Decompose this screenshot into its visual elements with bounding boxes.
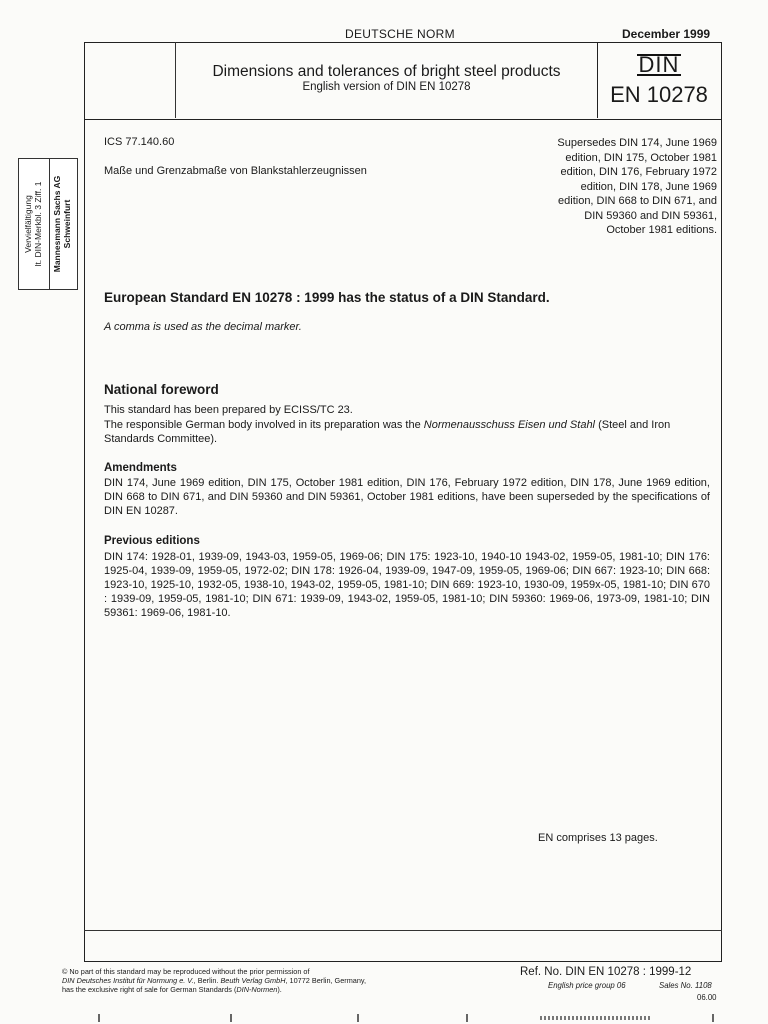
copyright-italic: DIN-Normen [236,985,278,994]
title-block-blank-cell [84,42,176,118]
reference-number: Ref. No. DIN EN 10278 : 1999-12 [520,966,692,978]
copyright-notice [62,967,462,994]
national-foreword-heading: National foreword [104,382,219,397]
foreword-text: (Steel and Iron Standards Committee). [104,419,671,445]
german-title: Maße und Grenzabmaße von Blankstahlerzeugnissen [104,165,367,177]
norm-label: DEUTSCHE NORM [345,27,455,41]
copyright-text: , Berlin. [193,976,221,985]
previous-editions-heading: Previous editions [104,535,200,547]
sales-number: Sales No. 1108 [659,981,712,990]
committee-name: Normenausschuss Eisen und Stahl [423,419,596,431]
din-logo-text: DIN [638,52,680,77]
status-heading: European Standard EN 10278 : 1999 has the status of a DIN Standard. [104,290,550,305]
standard-number: EN 10278 [610,82,708,107]
supersedes-line: October 1981 editions. [606,224,717,236]
din-logo [598,52,720,78]
title-cell [176,42,598,118]
page-count-note: EN comprises 13 pages. [538,832,658,844]
document-title: Dimensions and tolerances of bright steel products [212,63,561,80]
stamp-line: Vervielfältigung [23,195,33,253]
copyright-text: has the exclusive right of sale for German Standards ( [62,985,237,994]
stamp-line: Schweinfurt [62,199,72,249]
price-group: English price group 06 [548,981,626,990]
supersedes-line: edition, DIN 176, February 1972 [560,166,717,178]
supersedes-line: edition, DIN 175, October 1981 [565,151,717,164]
scan-artifact [466,1014,468,1022]
copyright-line: © No part of this standard may be reproduced without the prior permission of [62,967,310,976]
scan-artifact [712,1014,714,1022]
decimal-note: A comma is used as the decimal marker. [104,321,302,333]
title-block [84,42,722,120]
stamp-line: lt. DIN-Merkbl. 3 Ziff. 1 [33,181,43,267]
publisher-name: DIN Deutsches Institut für Normung e. V. [62,976,194,985]
copyright-text: ). [277,985,282,994]
scan-artifact [230,1014,232,1022]
standard-id-cell [598,42,720,118]
copyright-text: , 10772 Berlin, Germany, [285,976,367,985]
copyright-line [62,985,462,994]
amendments-text: DIN 174, June 1969 edition, DIN 175, October 1981 edition, DIN 176, February 1972 edition, DIN 178, June 1969 edition, DIN 668 to DIN 671, and DIN 59360 and DIN 59361, October 1981 editions, have been superseded by the specifications of DIN EN 10287. [104,477,710,517]
national-foreword-p1: This standard has been prepared by ECISS/TC 23. [104,404,353,416]
reproduction-stamp [18,158,78,290]
ics-code: ICS 77.140.60 [104,136,175,148]
previous-editions-text: DIN 174: 1928-01, 1939-09, 1943-03, 1959-05, 1969-06; DIN 175: 1923-10, 1940-10 1943-02, 1959-05, 1981-10; DIN 176: 1925-04, 1939-09, 1959-05, 1972-02; DIN 178: 1926-04, 1939-09, 1947-09, 1959-05, 1969-06; DIN 667: 1923-10; DIN 668: 1923-10, 1925-10, 1932-05, 1938-10, 1943-02, 1959-05, 1981-10; DIN 669: 1923-10, 1930-09, 1959x-05, 1981-10; DIN 670 : 1939-09, 1959-05, 1981-10; DIN 671: 1939-09, 1943-02, 1959-05, 1981-10; DIN 59360: 1969-06, 1973-09, 1981-10; DIN 59361: 1969-06, 1981-10. [104,551,710,619]
foreword-text: The responsible German body involved in its preparation was the [104,419,424,431]
scan-artifact [357,1014,359,1022]
issue-code: 06.00 [697,993,717,1002]
stamp-line: Mannesmann Sachs AG [52,175,62,273]
stamp-right-text [52,161,72,287]
supersedes-line: edition, DIN 668 to DIN 671, and [558,195,717,207]
supersedes-line: DIN 59360 and DIN 59361, [584,209,717,222]
scan-artifact [540,1016,650,1020]
copyright-line [62,976,462,985]
amendments-heading: Amendments [104,462,177,474]
publication-date: December 1999 [622,27,711,41]
scan-artifact [98,1014,100,1022]
supersedes-line: edition, DIN 178, June 1969 [580,180,717,193]
document-subtitle: English version of DIN EN 10278 [302,81,471,93]
footer-rule [84,930,722,931]
national-foreword-p2 [104,418,709,446]
stamp-left-text [23,161,43,287]
supersedes-line: Supersedes DIN 174, June 1969 [557,137,717,149]
publisher-name: Beuth Verlag GmbH [220,976,286,985]
supersedes-note [512,136,717,238]
stamp-divider [49,159,50,290]
